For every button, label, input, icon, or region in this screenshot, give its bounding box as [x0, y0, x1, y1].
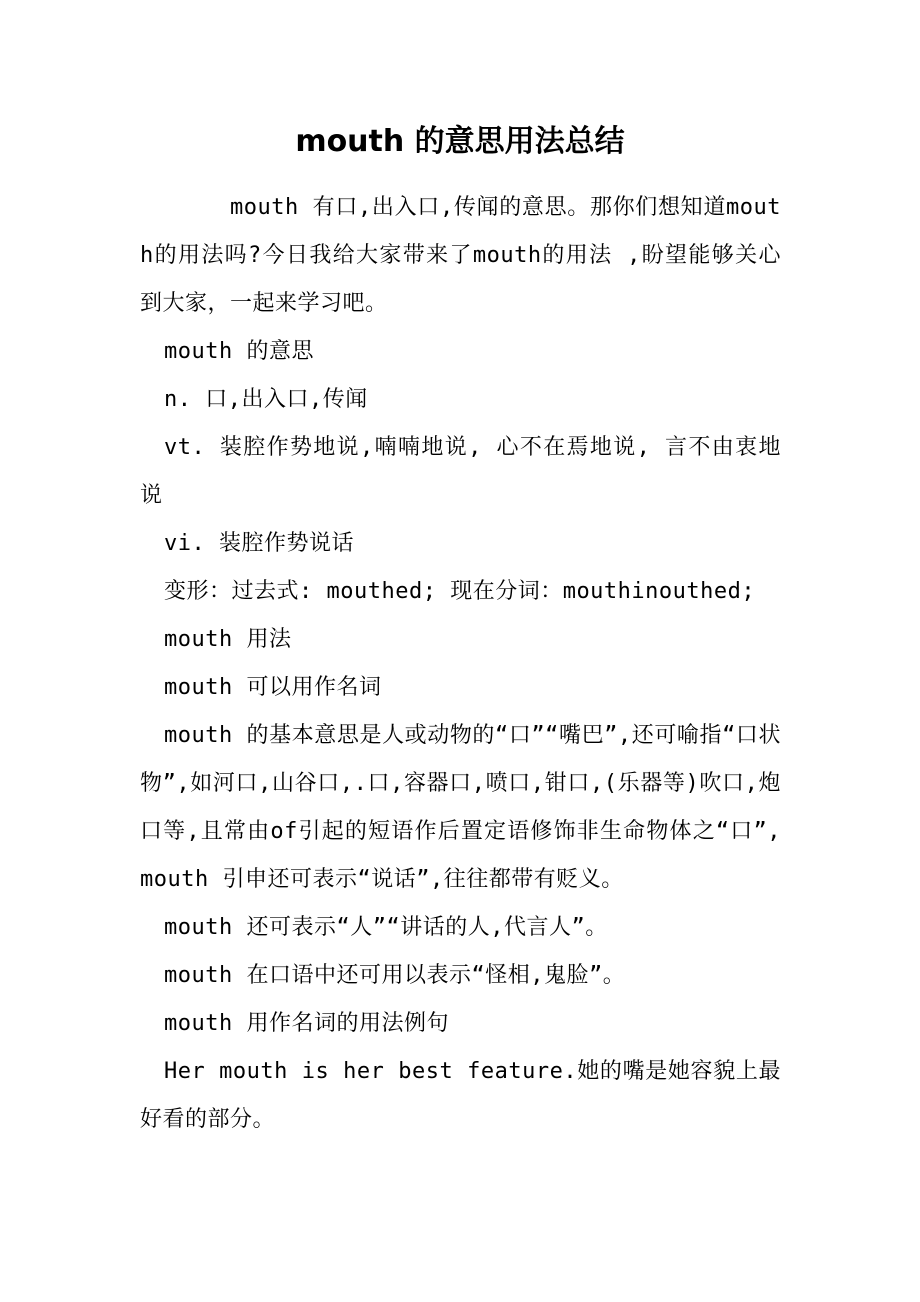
word-forms: 变形：过去式: mouthed; 现在分词：mouthinouthed; [164, 579, 756, 604]
intro-paragraph: mouth 有口,出入口,传闻的意思。那你们想知道mouth的用法吗?今日我给大家带来了mouth的用法 ,盼望能够关心到大家，一起来学习吧。 [140, 195, 781, 316]
definition-noun: n. 口,出入口,传闻 [164, 387, 368, 412]
section-heading-meaning: mouth 的意思 [164, 339, 314, 364]
definition-intransitive-verb: vi. 装腔作势说话 [164, 531, 354, 556]
example-sentence: Her mouth is her best feature.她的嘴是她容貌上最好看的部分。 [140, 1059, 781, 1132]
section-heading-noun-usage: mouth 可以用作名词 [164, 675, 382, 700]
noun-basic-meaning-paragraph: mouth 的基本意思是人或动物的“口”“嘴巴”,还可喻指“口状物”,如河口,山谷口,.口,容器口,喷口,钳口,(乐器等)吹口,炮口等,且常由of引起的短语作后置定语修饰非生命物体之“口”, mouth 引申还可表示“说话”,往往都带有贬义。 [140, 723, 781, 892]
section-heading-examples: mouth 用作名词的用法例句 [164, 1011, 449, 1036]
definition-transitive-verb: vt. 装腔作势地说,喃喃地说, 心不在焉地说, 言不由衷地说 [140, 435, 781, 508]
section-heading-usage: mouth 用法 [164, 627, 292, 652]
document-body [140, 184, 781, 1144]
noun-person-meaning-paragraph: mouth 还可表示“人”“讲话的人,代言人”。 [164, 915, 608, 940]
document-title: mouth 的意思用法总结 [295, 124, 625, 159]
noun-spoken-meaning-paragraph: mouth 在口语中还可用以表示“怪相,鬼脸”。 [164, 963, 626, 988]
